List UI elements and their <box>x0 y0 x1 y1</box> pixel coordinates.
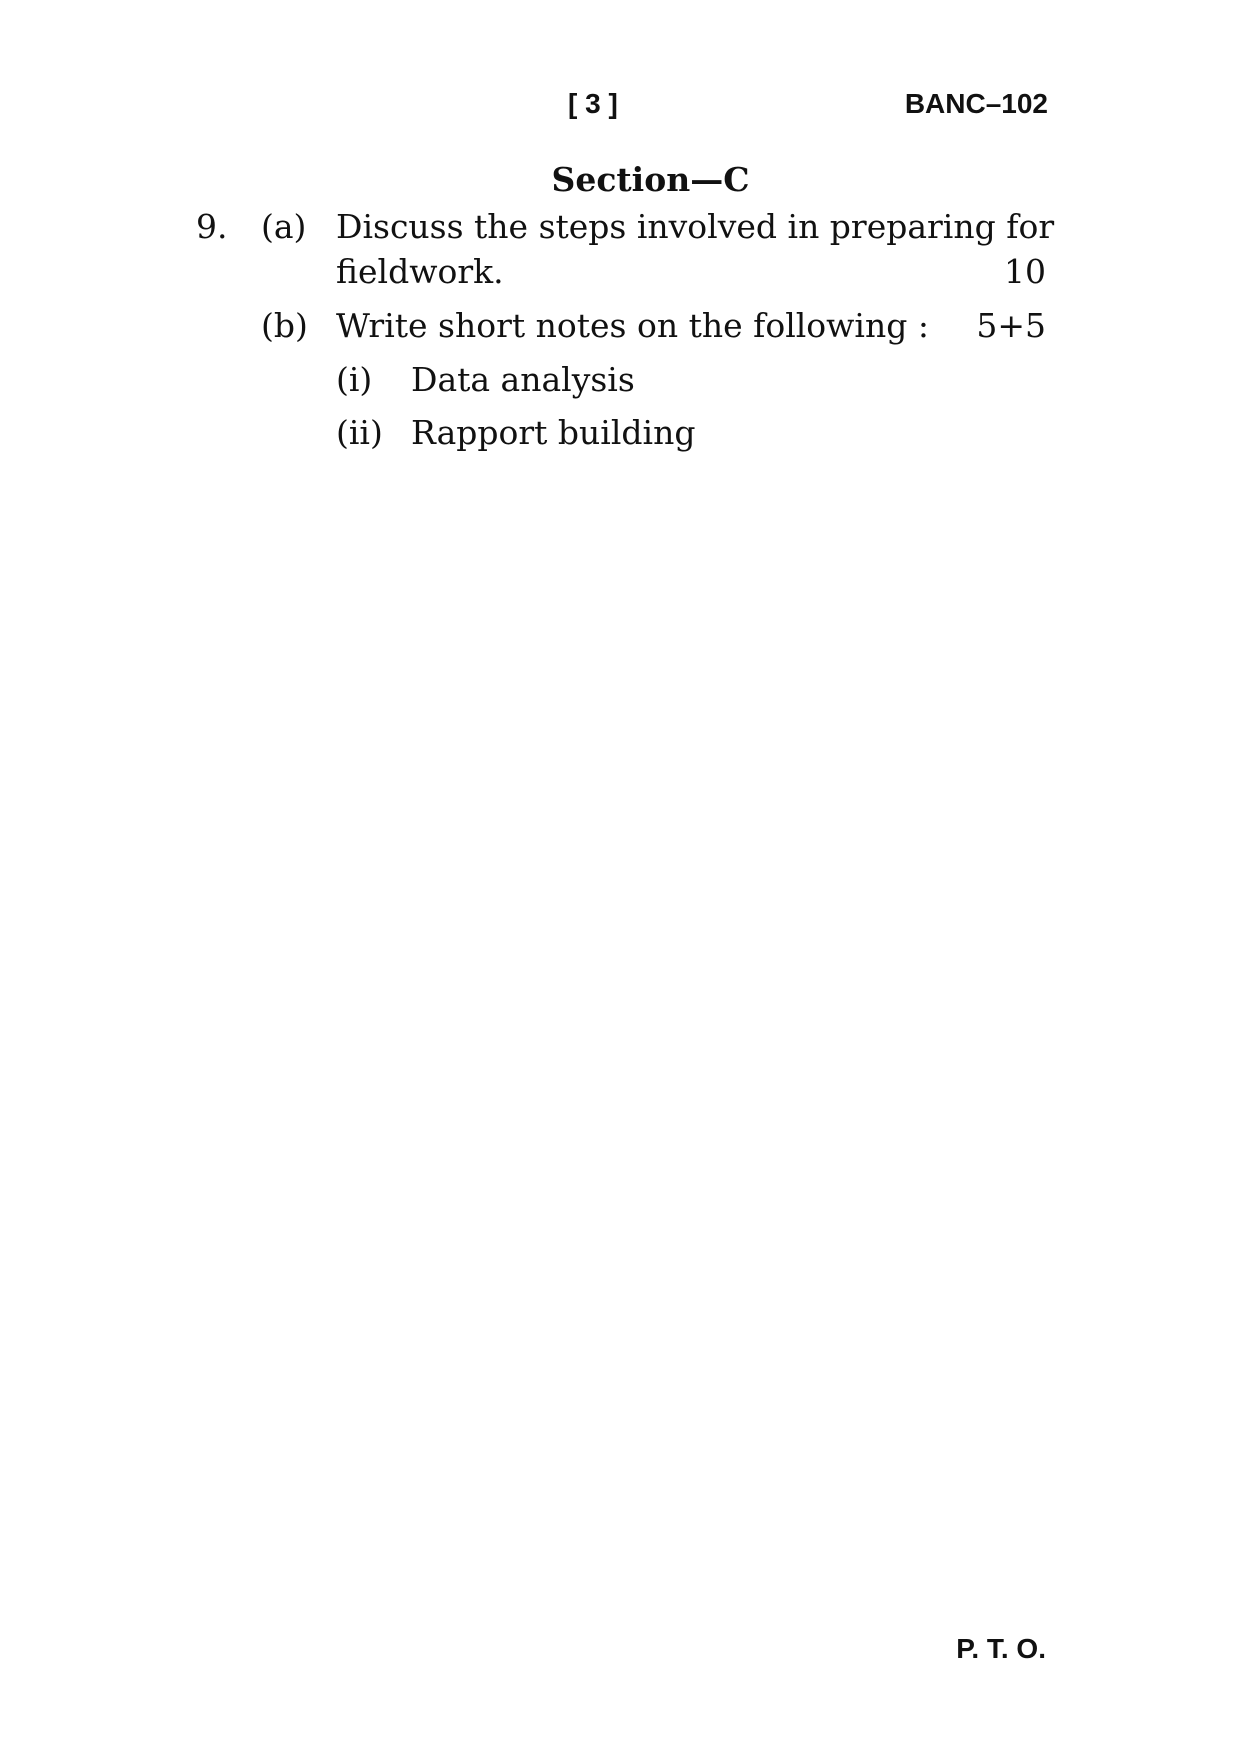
question-number: 9. <box>196 207 228 246</box>
part-a-text-line-2: fieldwork. <box>336 252 504 291</box>
sub-item-label: (ii) <box>336 413 383 452</box>
part-a-label: (a) <box>261 207 307 246</box>
page-number: [ 3 ] <box>568 88 618 119</box>
part-a-text-line-1: Discuss the steps involved in preparing for <box>336 207 1055 246</box>
section-title: Section—C <box>551 160 750 199</box>
part-b-text: Write short notes on the following : <box>336 306 929 345</box>
page-header <box>0 88 1241 128</box>
part-b-marks: 5+5 <box>976 306 1046 345</box>
sub-item-text: Rapport building <box>411 413 696 452</box>
part-b-label: (b) <box>261 306 308 345</box>
part-a-marks: 10 <box>1004 252 1046 291</box>
page-footer-pto: P. T. O. <box>956 1633 1046 1664</box>
sub-item-label: (i) <box>336 360 373 399</box>
paper-code: BANC–102 <box>904 88 1048 119</box>
sub-item-text: Data analysis <box>411 360 635 399</box>
